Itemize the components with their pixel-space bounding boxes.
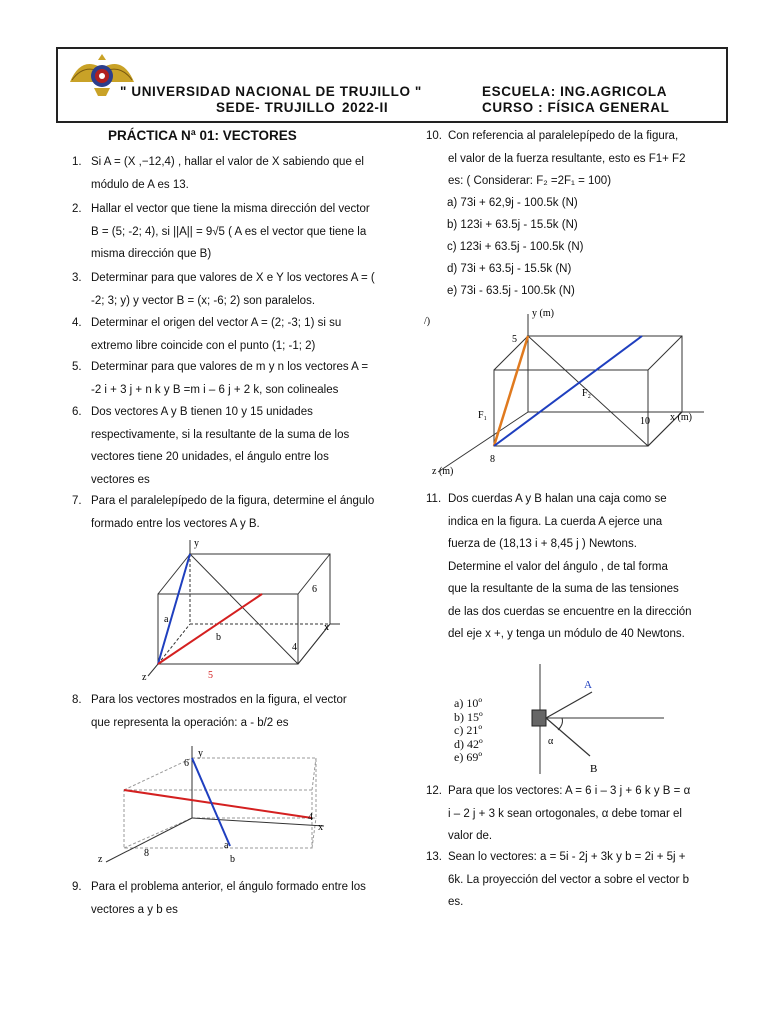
- svg-text:b: b: [230, 854, 235, 865]
- svg-text:5: 5: [208, 670, 213, 681]
- svg-text:α: α: [548, 736, 554, 747]
- svg-text:8: 8: [144, 848, 149, 859]
- figure-8-vectors: [96, 738, 336, 866]
- svg-text:/): /): [424, 316, 431, 327]
- svg-text:b: b: [216, 632, 221, 643]
- svg-text:B: B: [590, 763, 598, 775]
- svg-text:z: z: [142, 672, 147, 683]
- svg-text:x: x: [318, 822, 323, 833]
- curso-label: CURSO : FÍSICA GENERAL: [482, 100, 670, 115]
- figure-10-box: [424, 306, 728, 482]
- svg-text:y: y: [194, 538, 199, 549]
- option-e: e) 73i - 63.5j - 100.5k (N): [447, 285, 575, 297]
- vector-b-line: [158, 594, 262, 664]
- option-c: c) 123i + 63.5j - 100.5k (N): [447, 241, 584, 253]
- question-10-options: [447, 192, 583, 302]
- year-label: 2022-II: [342, 100, 389, 115]
- svg-text:5: 5: [512, 334, 517, 345]
- svg-text:y (m): y (m): [532, 308, 554, 319]
- f2-vector: [494, 336, 642, 446]
- svg-text:4: 4: [292, 642, 297, 653]
- svg-text:10: 10: [640, 416, 650, 427]
- figure-11-ropes: [524, 664, 700, 776]
- figure-7-box: [140, 536, 340, 686]
- option-d: d) 73i + 63.5j - 15.5k (N): [447, 263, 572, 275]
- option-a: a) 73i + 62,9j - 100.5k (N): [447, 197, 578, 209]
- svg-text:F₂: F₂: [582, 388, 592, 399]
- svg-text:6: 6: [312, 584, 317, 595]
- svg-text:z: z: [98, 854, 103, 865]
- blue-vector: [192, 758, 230, 846]
- vector-a-line: [158, 554, 190, 664]
- option-b: b) 123i + 63.5j - 15.5k (N): [447, 219, 578, 231]
- svg-text:F₁: F₁: [478, 410, 488, 421]
- escuela-label: ESCUELA: ING.AGRICOLA: [482, 84, 668, 99]
- svg-text:y: y: [198, 748, 203, 759]
- svg-text:6: 6: [184, 758, 189, 769]
- svg-text:8: 8: [490, 454, 495, 465]
- sede-label: SEDE- TRUJILLO: [216, 100, 336, 115]
- svg-text:x (m): x (m): [670, 412, 692, 423]
- svg-text:4: 4: [308, 812, 313, 823]
- page-title: PRÁCTICA Nª 01: VECTORES: [108, 128, 297, 143]
- box-icon: [532, 710, 546, 726]
- svg-text:a: a: [224, 840, 229, 851]
- question-11-options: a) 10º b) 15º c) 21º d) 42º e) 69º: [454, 696, 483, 764]
- svg-text:z (m): z (m): [432, 466, 454, 477]
- svg-text:a: a: [164, 614, 169, 625]
- svg-text:x: x: [324, 622, 329, 633]
- university-name: " UNIVERSIDAD NACIONAL DE TRUJILLO ": [120, 84, 422, 99]
- red-vector: [124, 790, 312, 818]
- svg-text:A: A: [584, 679, 592, 691]
